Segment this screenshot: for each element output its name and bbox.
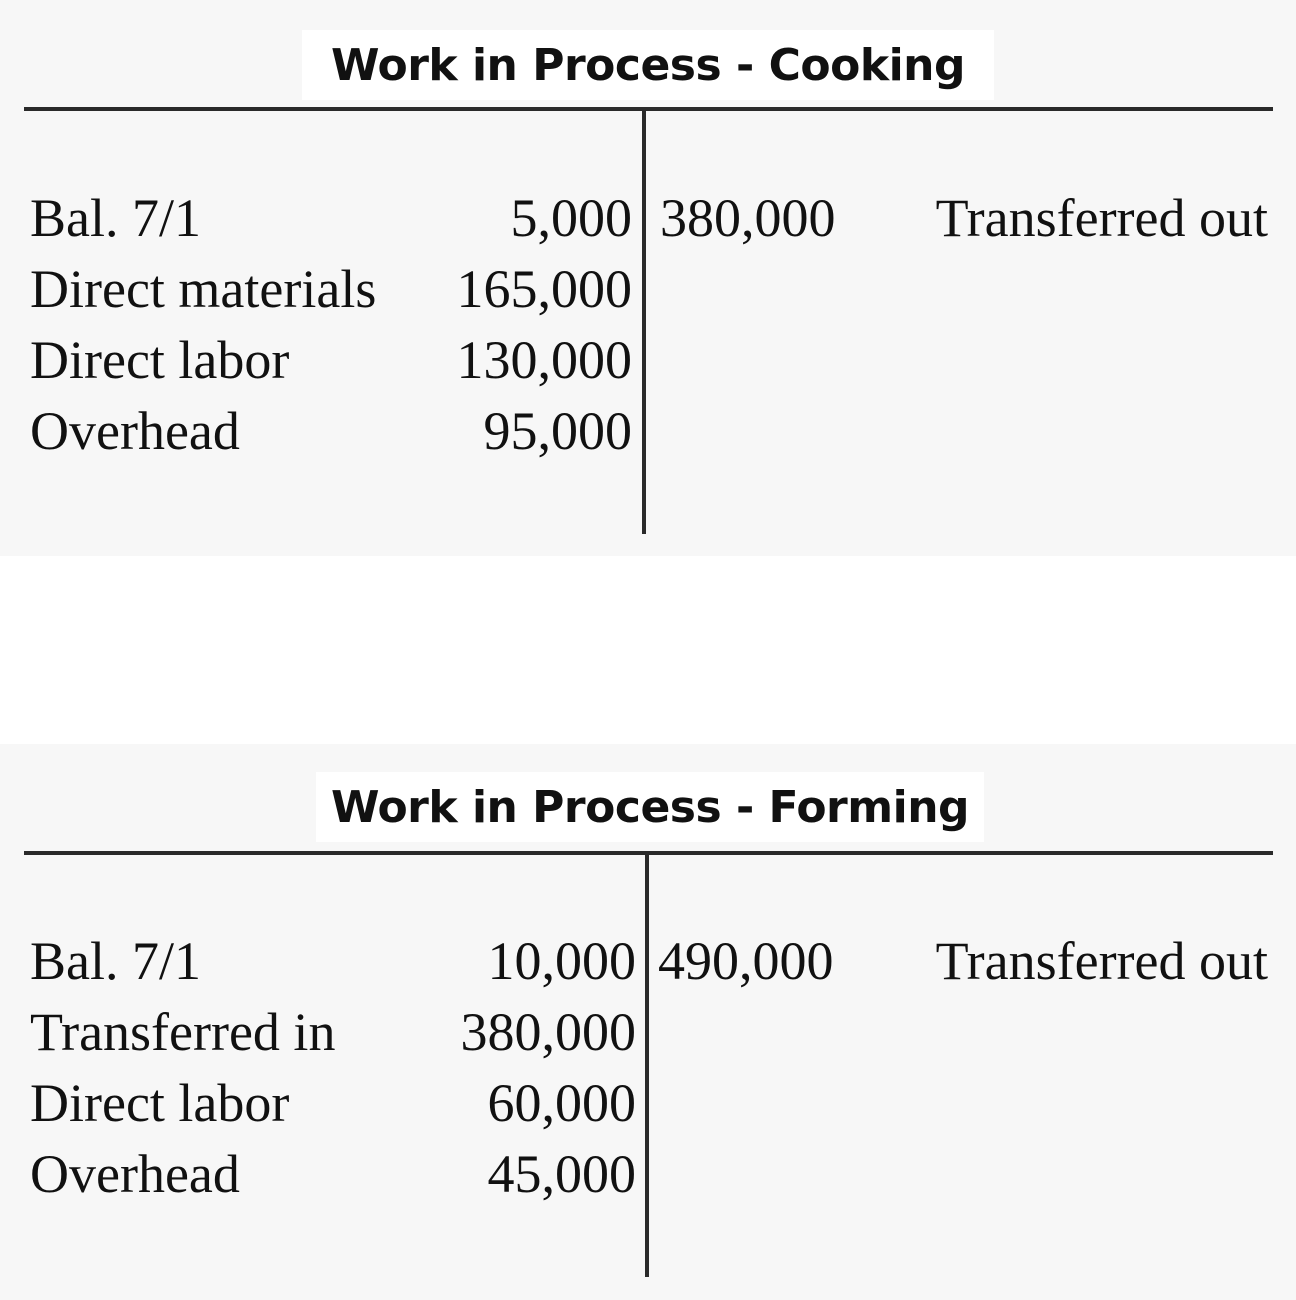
- account-title-box: [316, 772, 984, 842]
- debit-label: Direct materials: [30, 259, 377, 319]
- debit-row: [0, 997, 1296, 1067]
- debit-amount: 60,000: [487, 1073, 636, 1133]
- debit-row: [0, 1068, 1296, 1138]
- debit-row: [0, 325, 1296, 395]
- debit-row: [0, 183, 1296, 253]
- debit-amount: 10,000: [487, 931, 636, 991]
- credit-amount: 490,000: [658, 931, 834, 991]
- account-title: Work in Process - Cooking: [331, 39, 965, 91]
- debit-label: Direct labor: [30, 330, 290, 390]
- debit-amount: 130,000: [456, 330, 632, 390]
- account-title-box: [302, 30, 994, 100]
- debit-label: Transferred in: [30, 1002, 336, 1062]
- credit-amount: 380,000: [660, 188, 836, 248]
- debit-amount: 165,000: [456, 259, 632, 319]
- debit-row: [0, 1139, 1296, 1209]
- debit-amount: 45,000: [487, 1144, 636, 1204]
- debit-amount: 5,000: [510, 188, 632, 248]
- debit-row: [0, 926, 1296, 996]
- t-account-top-line: [24, 107, 1273, 111]
- credit-label: Transferred out: [935, 931, 1268, 991]
- debit-amount: 95,000: [483, 401, 632, 461]
- account-title: Work in Process - Forming: [330, 781, 970, 833]
- t-account-cooking: [0, 0, 1296, 556]
- debit-label: Overhead: [30, 401, 240, 461]
- debit-label: Overhead: [30, 1144, 240, 1204]
- debit-amount: 380,000: [460, 1002, 636, 1062]
- debit-row: [0, 254, 1296, 324]
- t-account-forming: [0, 744, 1296, 1300]
- debit-label: Bal. 7/1: [30, 931, 201, 991]
- debit-label: Direct labor: [30, 1073, 290, 1133]
- debit-row: [0, 396, 1296, 466]
- debit-label: Bal. 7/1: [30, 188, 201, 248]
- credit-label: Transferred out: [935, 188, 1268, 248]
